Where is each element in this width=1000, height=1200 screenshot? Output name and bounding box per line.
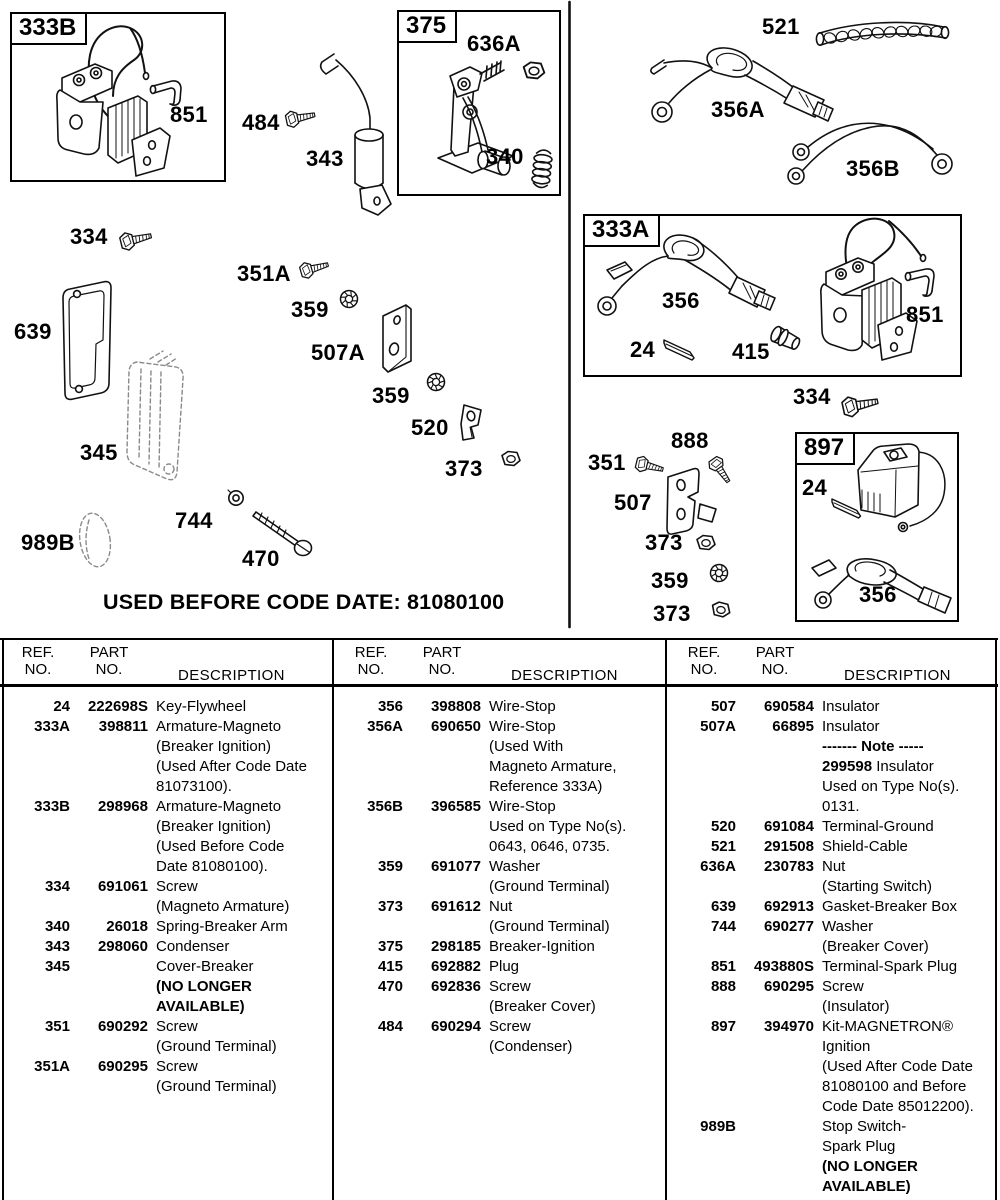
table-divider-1 [332, 638, 334, 1200]
cell-part-no: 66895 [772, 718, 814, 735]
table-row-373 [339, 897, 663, 937]
part-label-351A-14: 351A [237, 261, 291, 286]
part-label-356-8: 356 [662, 288, 700, 313]
table-header-rule [0, 684, 998, 687]
description-line: Spark Plug [822, 1138, 896, 1155]
cell-part-no: 691061 [97, 878, 148, 895]
description-line: Condenser [156, 938, 230, 955]
cell-ref-no: 375 [377, 938, 403, 955]
description-line: (Ground Terminal) [489, 878, 610, 895]
header-description: DESCRIPTION [844, 666, 951, 684]
table-row-507A [672, 717, 994, 817]
cell-part-no: 690584 [763, 698, 814, 715]
description-line: (Condenser) [489, 1038, 573, 1055]
description-line: 81080100 and Before [822, 1078, 967, 1095]
description-line: Date 81080100). [156, 858, 268, 875]
cell-ref-no: 351A [34, 1058, 70, 1075]
description-line: (Ground Terminal) [489, 918, 610, 935]
cell-ref-no: 351 [44, 1018, 70, 1035]
part-label-744-22: 744 [175, 508, 213, 533]
cell-description [481, 797, 663, 857]
cell-part-no: 26018 [106, 918, 148, 935]
table-row-333A [6, 717, 330, 797]
washer-359-2-drawing [426, 372, 445, 391]
part-label-521-5: 521 [762, 14, 800, 39]
cell-part-no: 396585 [430, 798, 481, 815]
description-line: Nut [822, 858, 846, 875]
table-row-415 [339, 957, 663, 977]
cell-part-no: 691084 [763, 818, 814, 835]
cell-description [148, 957, 330, 1017]
cell-part-no: 690292 [97, 1018, 148, 1035]
cell-ref-no: 333B [34, 798, 70, 815]
header-ref: REF. NO. [687, 644, 721, 678]
description-line: Armature-Magneto [156, 718, 282, 735]
table-row-24 [6, 697, 330, 717]
description-line: (Ground Terminal) [156, 1038, 277, 1055]
description-line: Screw [156, 1058, 198, 1075]
cell-description [814, 857, 994, 897]
table-divider-2 [665, 638, 667, 1200]
description-line: Screw [156, 1018, 198, 1035]
part-group-tag-333A: 333A [583, 214, 660, 247]
description-line: Nut [489, 898, 513, 915]
description-line: (Used After Code Date [822, 1058, 973, 1075]
cell-description [481, 937, 663, 957]
cell-description [814, 917, 994, 957]
part-label-334-12: 334 [793, 384, 831, 409]
cell-ref-no: 989B [700, 1118, 736, 1135]
description-line: (Starting Switch) [822, 878, 933, 895]
part-group-box-333B [10, 12, 226, 182]
screw-351-drawing [635, 455, 665, 477]
cell-part-no: 691077 [430, 858, 481, 875]
shield-cable-521-drawing [816, 22, 948, 45]
cell-ref-no: 333A [34, 718, 70, 735]
description-line: 81073100). [156, 778, 232, 795]
description-line: (Used After Code Date [156, 758, 307, 775]
description-line: Shield-Cable [822, 838, 908, 855]
description-line: Used on Type No(s). [822, 778, 960, 795]
description-line: (Breaker Cover) [489, 998, 596, 1015]
part-label-507-27: 507 [614, 490, 652, 515]
insulator-507-drawing [667, 469, 716, 535]
description-line: (Magneto Armature) [156, 898, 290, 915]
screw-484-drawing [285, 106, 316, 128]
gasket-639-drawing [63, 282, 111, 400]
part-label-507A-17: 507A [311, 340, 365, 365]
part-label-24-31: 24 [802, 475, 828, 500]
table-row-375 [339, 937, 663, 957]
cell-description [814, 697, 994, 717]
part-label-340-4: 340 [486, 144, 524, 169]
description-line: (Used With [489, 738, 564, 755]
description-line: (Breaker Cover) [822, 938, 929, 955]
cell-description [148, 877, 330, 917]
part-group-tag-333B: 333B [10, 12, 87, 45]
cell-part-no [736, 1117, 814, 1197]
table-header-2 [339, 638, 663, 684]
table-row-345 [6, 957, 330, 1017]
part-label-356A-6: 356A [711, 97, 765, 122]
description-line: Insulator [822, 698, 880, 715]
cell-description [814, 897, 994, 917]
cell-part-no: 690277 [763, 918, 814, 935]
description-line: 299598 Insulator [822, 758, 934, 775]
insulator-507a-drawing [383, 305, 411, 372]
cell-description [814, 977, 994, 1017]
table-body-1 [6, 684, 330, 1097]
table-row-333B [6, 797, 330, 877]
screw-334-left-drawing [119, 227, 153, 252]
part-label-851-11: 851 [906, 302, 944, 327]
cell-ref-no: 484 [377, 1018, 403, 1035]
cell-part-no: 691612 [430, 898, 481, 915]
cell-description [148, 717, 330, 797]
cell-part-no: 298185 [430, 938, 481, 955]
cell-description [148, 1017, 330, 1057]
screw-351a-drawing [299, 257, 330, 280]
description-line: Screw [489, 1018, 531, 1035]
description-line: (Used Before Code [156, 838, 285, 855]
description-line: (NO LONGER [156, 978, 252, 995]
table-row-343 [6, 937, 330, 957]
description-line: Reference 333A) [489, 778, 603, 795]
description-line: 0131. [822, 798, 860, 815]
description-line: (Insulator) [822, 998, 890, 1015]
part-label-351-26: 351 [588, 450, 626, 475]
cell-part-no: 692882 [430, 958, 481, 975]
cell-ref-no: 345 [44, 958, 70, 975]
description-line: Insulator [822, 718, 880, 735]
table-row-356A [339, 717, 663, 797]
cell-part-no: 692913 [763, 898, 814, 915]
description-line: Terminal-Spark Plug [822, 958, 958, 975]
cell-description [814, 1017, 994, 1117]
description-line: AVAILABLE) [822, 1178, 911, 1195]
table-row-356B [339, 797, 663, 857]
description-line: Magneto Armature, [489, 758, 617, 775]
screw-334-right-drawing [841, 391, 879, 418]
part-label-356B-7: 356B [846, 156, 900, 181]
cell-ref-no: 521 [710, 838, 736, 855]
cell-ref-no: 356 [377, 698, 403, 715]
cell-description [148, 697, 330, 717]
description-line: Terminal-Ground [822, 818, 934, 835]
washer-359-1-drawing [339, 289, 359, 309]
part-group-tag-375: 375 [397, 10, 457, 43]
cell-part-no: 394970 [763, 1018, 814, 1035]
description-line: (Breaker Ignition) [156, 738, 272, 755]
table-right-border [995, 638, 997, 1200]
part-label-343-2: 343 [306, 146, 344, 171]
description-line: Armature-Magneto [156, 798, 282, 815]
header-part: PART NO. [422, 644, 462, 678]
nut-373-chain-drawing [502, 452, 520, 466]
cell-description [814, 957, 994, 977]
part-label-989B-23: 989B [21, 530, 75, 555]
description-line: Code Date 85012200). [822, 1098, 974, 1115]
table-body-3 [672, 684, 994, 1197]
description-line: (NO LONGER [822, 1158, 918, 1175]
parts-table-column-2 [339, 638, 663, 1200]
table-row-484 [339, 1017, 663, 1057]
description-line: (Breaker Ignition) [156, 818, 272, 835]
table-left-border [2, 638, 4, 1200]
description-line: Wire-Stop [489, 798, 556, 815]
cell-part-no: 690295 [763, 978, 814, 995]
cell-part-no: 398811 [98, 718, 148, 735]
cell-ref-no: 888 [710, 978, 736, 995]
part-label-888-25: 888 [671, 428, 709, 453]
header-ref: REF. NO. [21, 644, 55, 678]
part-label-24-9: 24 [630, 337, 656, 362]
description-line: 0643, 0646, 0735. [489, 838, 610, 855]
cell-ref-no: 507 [710, 698, 736, 715]
table-row-851 [672, 957, 994, 977]
description-line: Used on Type No(s). [489, 818, 627, 835]
cell-part-no: 692836 [430, 978, 481, 995]
cell-part-no: 230783 [763, 858, 814, 875]
cover-345-drawing [127, 351, 183, 480]
terminal-520-drawing [461, 405, 481, 440]
part-label-373-30: 373 [653, 601, 691, 626]
part-label-639-16: 639 [14, 319, 52, 344]
cell-ref-no: 415 [377, 958, 403, 975]
cell-part-no [70, 957, 148, 1017]
cell-part-no: 222698S [87, 698, 148, 715]
table-header-3 [672, 638, 994, 684]
cell-description [148, 1057, 330, 1097]
cell-description [481, 857, 663, 897]
part-label-373-21: 373 [445, 456, 483, 481]
cell-ref-no: 340 [44, 918, 70, 935]
table-row-351A [6, 1057, 330, 1097]
cell-description [481, 977, 663, 1017]
nut-373-2-drawing [711, 601, 731, 617]
table-row-351 [6, 1017, 330, 1057]
cell-description [481, 717, 663, 797]
description-line: Ignition [822, 1038, 871, 1055]
header-part: PART NO. [89, 644, 129, 678]
cell-ref-no: 520 [710, 818, 736, 835]
cell-part-no: 690294 [430, 1018, 481, 1035]
cell-ref-no: 373 [377, 898, 403, 915]
cell-ref-no: 507A [700, 718, 736, 735]
part-label-470-24: 470 [242, 546, 280, 571]
cell-ref-no: 851 [710, 958, 736, 975]
cell-ref-no: 639 [710, 898, 736, 915]
description-line: Key-Flywheel [156, 698, 247, 715]
header-ref: REF. NO. [354, 644, 388, 678]
cell-part-no: 398808 [430, 698, 481, 715]
part-label-851-0: 851 [170, 102, 208, 127]
table-row-507 [672, 697, 994, 717]
cell-ref-no: 744 [710, 918, 736, 935]
description-line: AVAILABLE) [156, 998, 245, 1015]
description-line: Plug [489, 958, 520, 975]
diagram-caption: USED BEFORE CODE DATE: 81080100 [103, 590, 505, 614]
part-label-484-1: 484 [242, 110, 280, 135]
table-row-989B [672, 1117, 994, 1197]
cell-part-no: 291508 [763, 838, 814, 855]
description-line: Gasket-Breaker Box [822, 898, 958, 915]
description-line: Screw [156, 878, 198, 895]
description-line: (Ground Terminal) [156, 1078, 277, 1095]
table-body-2 [339, 684, 663, 1057]
description-line: Washer [822, 918, 874, 935]
part-label-356-32: 356 [859, 582, 897, 607]
cell-description [814, 817, 994, 837]
parts-table-column-1 [6, 638, 330, 1200]
header-description: DESCRIPTION [511, 666, 618, 684]
nut-373-1-drawing [697, 536, 715, 550]
washer-359-3-drawing [708, 562, 730, 584]
cell-ref-no: 470 [377, 978, 403, 995]
part-label-373-28: 373 [645, 530, 683, 555]
description-line: Kit-MAGNETRON® [822, 1018, 954, 1035]
part-label-334-13: 334 [70, 224, 108, 249]
cell-part-no: 298060 [97, 938, 148, 955]
table-row-744 [672, 917, 994, 957]
part-label-359-29: 359 [651, 568, 689, 593]
table-row-639 [672, 897, 994, 917]
cell-description [481, 957, 663, 977]
part-label-520-19: 520 [411, 415, 449, 440]
cell-part-no: 690650 [430, 718, 481, 735]
description-line: Screw [822, 978, 864, 995]
cell-description [814, 837, 994, 857]
cell-description [148, 917, 330, 937]
cell-ref-no: 636A [700, 858, 736, 875]
parts-table-column-3 [672, 638, 994, 1200]
screw-888-drawing [706, 455, 734, 486]
part-label-359-15: 359 [291, 297, 329, 322]
table-row-888 [672, 977, 994, 1017]
cell-description [148, 797, 330, 877]
header-description: DESCRIPTION [178, 666, 285, 684]
cell-ref-no: 24 [53, 698, 70, 715]
cell-part-no: 298968 [97, 798, 148, 815]
cell-ref-no: 343 [44, 938, 70, 955]
description-line: Stop Switch- [822, 1118, 907, 1135]
cell-description [481, 697, 663, 717]
part-label-415-10: 415 [732, 339, 770, 364]
table-row-636A [672, 857, 994, 897]
cell-ref-no: 356A [367, 718, 403, 735]
description-line: Washer [489, 858, 541, 875]
description-line: ------- Note ----- [822, 738, 924, 755]
part-group-tag-897: 897 [795, 432, 855, 465]
table-row-356 [339, 697, 663, 717]
cell-description [481, 1017, 663, 1057]
cell-description [814, 717, 994, 817]
condenser-343-drawing [321, 54, 391, 215]
cell-description [814, 1117, 994, 1197]
header-part: PART NO. [755, 644, 795, 678]
washer-744-drawing [228, 490, 243, 505]
description-line: Breaker-Ignition [489, 938, 595, 955]
table-row-520 [672, 817, 994, 837]
cell-ref-no: 356B [367, 798, 403, 815]
description-line: Spring-Breaker Arm [156, 918, 288, 935]
cell-description [148, 937, 330, 957]
table-row-334 [6, 877, 330, 917]
table-row-470 [339, 977, 663, 1017]
cell-part-no: 493880S [753, 958, 814, 975]
cell-part-no: 690295 [97, 1058, 148, 1075]
part-label-345-20: 345 [80, 440, 118, 465]
table-row-521 [672, 837, 994, 857]
cell-ref-no: 359 [377, 858, 403, 875]
table-row-359 [339, 857, 663, 897]
cell-description [481, 897, 663, 937]
table-top-border [0, 638, 998, 640]
table-row-897 [672, 1017, 994, 1117]
boot-989b-drawing [76, 511, 114, 569]
description-line: Cover-Breaker [156, 958, 254, 975]
description-line: Screw [489, 978, 531, 995]
description-line: Wire-Stop [489, 718, 556, 735]
description-line: Wire-Stop [489, 698, 556, 715]
table-header-1 [6, 638, 330, 684]
part-label-359-18: 359 [372, 383, 410, 408]
cell-ref-no: 334 [44, 878, 70, 895]
table-row-340 [6, 917, 330, 937]
part-label-636A-3: 636A [467, 31, 521, 56]
cell-ref-no: 897 [710, 1018, 736, 1035]
